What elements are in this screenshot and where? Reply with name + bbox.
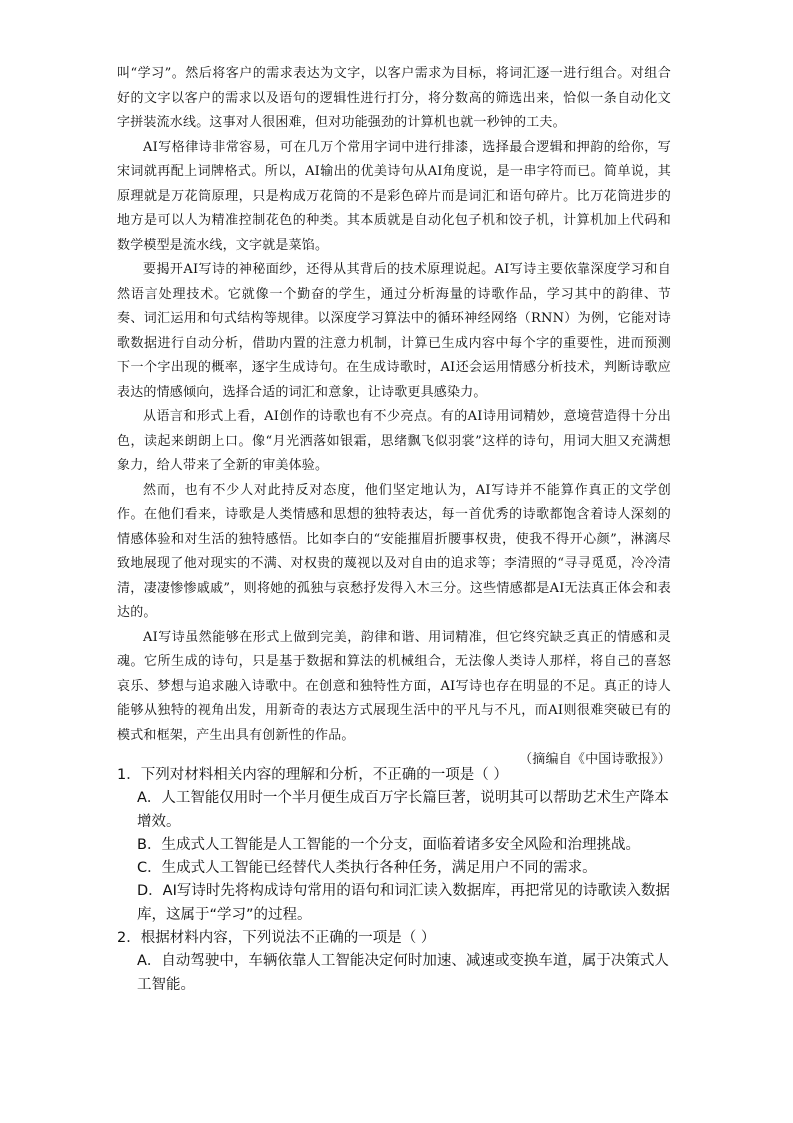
passage-paragraph: 然而，也有不少人对此持反对态度，他们坚定地认为，AI写诗并不能算作真正的文学创作。在他们看来，诗歌是人类情感和思想的独特表达，每一首优秀的诗歌都饱含着诗人深刻的情感体验和对生活的独特感悟。比如李白的“安能摧眉折腰事权贵，使我不得开心颜”，淋漓尽致地展现了他对现实的不满、对权贵的蔑视以及对自由的追求等；李清照的“寻寻觅觅，冷冷清清，凄凄惨惨戚戚”，则将她的孤独与哀愁抒发得入木三分。这些情感都是AI无法真正体会和表达的。 — [117, 482, 671, 620]
answer-option: B．生成式人工智能是人工智能的一个分支，面临着诸多安全风险和治理挑战。 — [137, 836, 640, 853]
question-list — [117, 764, 679, 997]
answer-option: C．生成式人工智能已经替代人类执行各种任务，满足用户不同的需求。 — [137, 860, 597, 877]
passage-paragraph: 从语言和形式上看，AI创作的诗歌也有不少亮点。有的AI诗用词精妙，意境营造得十分出色，读起来朗朗上口。像“月光洒落如银霜，思绪飘飞似羽裳”这样的诗句，用词大胆又充满想象力，给人带来了全新的审美体验。 — [117, 409, 671, 473]
answer-option: A．人工智能仅用时一个半月便生成百万字长篇巨著，说明其可以帮助艺术生产降本增效。 — [137, 790, 669, 830]
passage-paragraph: AI写格律诗非常容易，可在几万个常用字词中进行排漆，选择最合逻辑和押韵的给你，写宋词就再配上词牌格式。所以，AI输出的优美诗句从AI角度说，是一串字符而已。简单说，其原理就是万花筒原理，只是构成万花筒的不是彩色碎片而是词汇和语句碎片。比万花筒进步的地方是可以人为精准控制花色的种类。其本质就是自动化包子机和饺子机，计算机加上代码和数学模型是流水线，文字就是菜馅。 — [117, 139, 671, 253]
passage-source: （摘编自《中国诗歌报》） — [519, 752, 671, 767]
question-stem: 1．下列对材料相关内容的理解和分析，不正确的一项是（ ） — [117, 767, 508, 783]
answer-option: A．自动驾驶中，车辆依靠人工智能决定何时加速、减速或变换车道，属于决策式人工智能。 — [137, 953, 669, 993]
question-item — [117, 764, 679, 927]
passage-paragraph: 叫“学习”。然后将客户的需求表达为文字，以客户需求为目标，将词汇逐一进行组合。对组合好的文字以客户的需求以及语句的逻辑性进行打分，将分数高的筛选出来，恰似一条自动化文字拼装流水线。这事对人很困难，但对功能强劲的计算机也就一秒钟的工夫。 — [117, 66, 671, 130]
reading-passage — [117, 62, 671, 773]
question-stem: 2．根据材料内容，下列说法不正确的一项是（ ） — [117, 930, 436, 947]
answer-option: D．AI写诗时先将构成诗句常用的语句和词汇读入数据库，再把常见的诗歌读入数据库，这属于“学习”的过程。 — [137, 883, 670, 923]
question-item — [117, 927, 679, 997]
passage-paragraph: 要揭开AI写诗的神秘面纱，还得从其背后的技术原理说起。AI写诗主要依靠深度学习和自然语言处理技术。它就像一个勤奋的学生，通过分析海量的诗歌作品，学习其中的韵律、节奏、词汇运用和句式结构等规律。以深度学习算法中的循环神经网络（RNN）为例，它能对诗歌数据进行自动分析，借助内置的注意力机制，计算已生成内容中每个字的重要性，进而预测下一个字出现的概率，逐字生成诗句。在生成诗歌时，AI还会运用情感分析技术，判断诗歌应表达的情感倾向，选择合适的词汇和意象，让诗歌更具感染力。 — [117, 262, 671, 400]
passage-paragraph: AI写诗虽然能够在形式上做到完美，韵律和谐、用词精准，但它终究缺乏真正的情感和灵魂。它所生成的诗句，只是基于数据和算法的机械组合，无法像人类诗人那样，将自己的喜怒哀乐、梦想与追求融入诗歌中。在创意和独特性方面，AI写诗也存在明显的不足。真正的诗人能够从独特的视角出发，用新奇的表达方式展现生活中的平凡与不凡，而AI则很难突破已有的模式和框架，产生出具有创新性的作品。 — [117, 629, 671, 743]
